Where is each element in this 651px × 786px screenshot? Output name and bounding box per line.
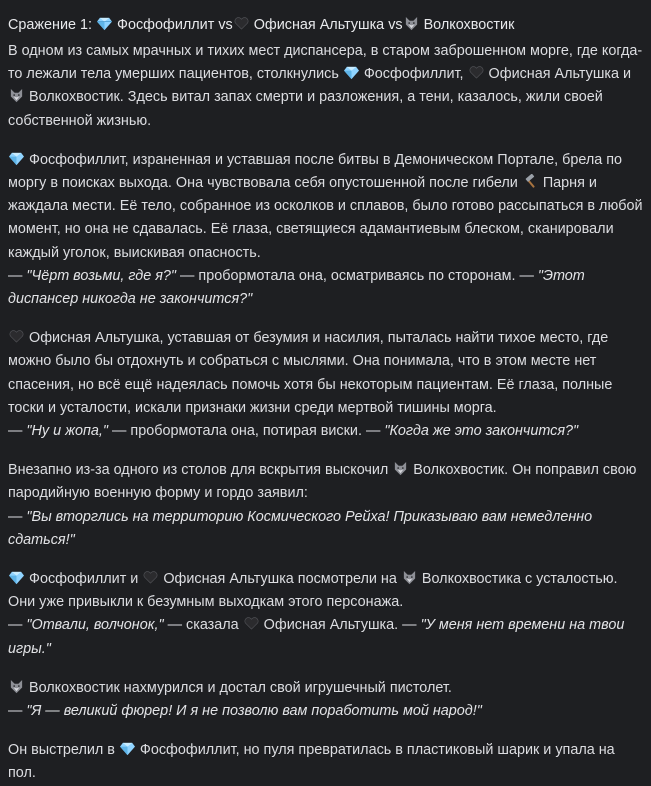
p7-text-b: Фосфофиллит, но пуля превратилась в пластиковый шарик и упала на пол.: [8, 742, 615, 782]
black-heart-icon: [244, 616, 259, 631]
wolf-icon: [393, 461, 408, 476]
p2-text-mid: — пробормотала она, осматриваясь по сторонам. —: [176, 267, 538, 284]
p1-text-b: Фосфофиллит,: [359, 66, 468, 83]
title-vs-1: vs: [218, 17, 233, 33]
gem-icon: [9, 151, 24, 166]
p3-dash: —: [8, 423, 27, 440]
title-name-phosphophyllite: Фосфофиллит: [113, 17, 219, 33]
paragraph-7: [8, 739, 643, 785]
p2-dash: —: [8, 267, 27, 284]
p2-text-b: Парня и жаждала мести. Её тело, собранное из осколков и сплавов, было готово рассыпаться в любой момент, но она не сдавалась. Её глаза, светящиеся адамантиевым блеском, сканировали каждый уголок, выискивая опасность.: [8, 175, 643, 261]
p4-quote-1: "Вы вторглись на территорию Космического Рейха! Приказываю вам немедленно сдаться!": [8, 508, 593, 548]
wolf-icon: [404, 16, 419, 31]
p5-text-mid2: Офисная Альтушка. —: [259, 617, 421, 634]
paragraph-4: [8, 459, 643, 552]
p1-text-a: В одном из самых мрачных и тихих мест диспансера, в старом заброшенном морге, где когда-то лежали тела умерших пациентов, столкнулись: [8, 43, 643, 83]
p5-quote-2: "У меня нет времени на твои игры.": [8, 617, 625, 657]
p2-quote-1: "Чёрт возьми, где я?": [26, 267, 177, 284]
p2-text-a: Фосфофиллит, израненная и уставшая после битвы в Демоническом Портале, брела по моргу в поисках выхода. Она чувствовала себя опустошенной после гибели: [8, 151, 623, 192]
paragraph-3: [8, 327, 643, 443]
p1-text-d: Волкохвостик. Здесь витал запах смерти и разложения, а тени, казалось, жили своей собственной жизнью.: [8, 89, 603, 129]
p6-text-a: Волкохвостик нахмурился и достал свой игрушечный пистолет.: [25, 679, 452, 696]
p4-dash: —: [8, 508, 27, 525]
gem-icon: [120, 741, 135, 756]
battle-title: [8, 14, 643, 37]
black-heart-icon: [234, 16, 249, 31]
p3-text-mid: — пробормотала она, потирая виски. —: [108, 423, 385, 440]
p4-text-a: Внезапно из-за одного из столов для вскрытия выскочил: [8, 462, 393, 479]
p7-text-a: Он выстрелил в: [8, 742, 119, 759]
title-name-wolftail: Волкохвостик: [419, 17, 515, 33]
p6-quote-1: "Я — великий фюрер! И я не позволю вам поработить мой народ!": [26, 703, 482, 720]
p3-text-a: Офисная Альтушка, уставшая от безумия и насилия, пыталась найти тихое место, где можно было бы отдохнуть и собраться с мыслями. Она понимала, что в этом месте нет спасения, но всё ещё надеялась помочь хотя бы некоторым пациентам. Её глаза, полные тоски и усталости, искали признаки жизни среди мертвой тишины морга.: [8, 330, 613, 416]
p5-quote-1: "Отвали, волчонок,": [26, 617, 164, 634]
black-heart-icon: [9, 329, 24, 344]
p6-dash: —: [8, 703, 27, 720]
gem-icon: [344, 65, 359, 80]
title-name-office-altushka: Офисная Альтушка: [249, 17, 389, 33]
wolf-icon: [9, 88, 24, 103]
p5-text-c: Волкохвостика с усталостью. Они уже привыкли к безумным выходкам этого персонажа.: [8, 571, 618, 611]
p3-quote-1: "Ну и жопа,": [26, 423, 109, 440]
paragraph-5: [8, 568, 643, 661]
p5-text-a: Фосфофиллит и: [25, 571, 143, 588]
title-prefix: Сражение 1:: [8, 17, 97, 33]
black-heart-icon: [143, 570, 158, 585]
p1-text-c: Офисная Альтушка и: [484, 66, 632, 83]
black-heart-icon: [469, 65, 484, 80]
p4-text-b: Волкохвостик. Он поправил свою пародийную военную форму и гордо заявил:: [8, 462, 637, 502]
wolf-icon: [402, 570, 417, 585]
p5-text-mid: — сказала: [163, 617, 243, 634]
paragraph-2: [8, 149, 643, 311]
p5-dash: —: [8, 617, 27, 634]
paragraph-6: [8, 677, 643, 723]
gem-icon: [9, 570, 24, 585]
gem-icon: [97, 16, 112, 31]
p3-quote-2: "Когда же это закончится?": [384, 423, 579, 440]
hammer-icon: [523, 174, 538, 189]
wolf-icon: [9, 679, 24, 694]
p5-text-b: Офисная Альтушка посмотрели на: [159, 571, 401, 588]
title-vs-2: vs: [388, 17, 403, 33]
paragraph-1: [8, 40, 643, 133]
p2-quote-2: "Этот диспансер никогда не закончится?": [8, 267, 585, 308]
